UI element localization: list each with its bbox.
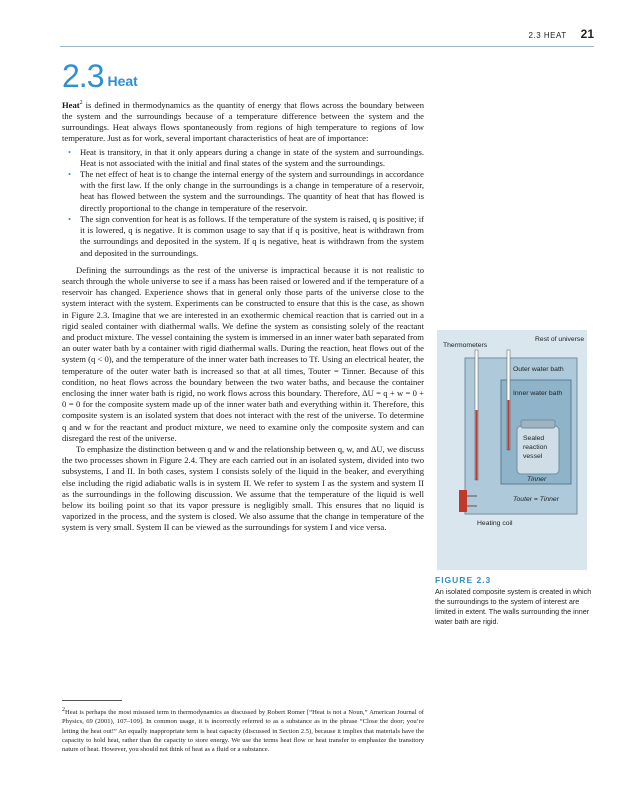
footnote-text: Heat is perhaps the most misused term in thermodynamics as discussed by Robert Romer [“Heat is not a Noun,” American Journal of Physics, 69 (2001), 107–109]. In common usage, it is incorrectly referred to as a substance as in the phrase “Close the door; you’re letting the heat out!” An equally inappropriate term is heat capacity (discussed in Section 2.5), because it implies that materials have the capacity to hold heat, rather than the capacity to store energy. We use the terms heat flow or heat transfer to emphasize the transitory nature of heat. However, you should not think of heat as a fluid or a substance. [62,709,424,753]
paragraph-1: Defining the surroundings as the rest of the universe is impractical because it is not realistic to search through the whole universe to see if a mass has been raised or lowered and if the temperature of a reservoir has changed. Experience shows that in general only those parts of the universe close to the system interact with the system. Experiments can be constructed to ensure that this is the case, as shown in Figure 2.3. Imagine that we are interested in an exothermic chemical reaction that is carried out in a rigid sealed container with diathermal walls. We define the system as consisting solely of the reactant and product mixture. The vessel containing the system is immersed in an inner water bath separated from an outer water bath by a container with rigid diathermal walls. During the reaction, heat flows out of the system (q < 0), and the temperature of the inner water bath increases to Tf. Using an electrical heater, the temperature of the outer water bath is increased so that at all times, Touter = Tinner. Because of this condition, no heat flows across the boundary between the two water baths, and because the container enclosing the inner water bath is rigid, no work flows across this boundary. Therefore, ΔU = q + w = 0 + 0 = 0 for the composite system made up of the inner water bath and everything within it. Therefore, this composite system is an isolated system that does not interact with the rest of the universe. To determine q and w for the reactant and product mixture, we need to examine only the composite system and can disregard the rest of the universe. [62,264,424,443]
label-thermometers: Thermometers [443,342,488,349]
paragraph-2: To emphasize the distinction between q and w and the relationship between q, w, and ΔU, we discuss the two processes shown in Figure 2.4. They are each carried out in an isolated system, divided into two subsystems, I and II. In both cases, system I consists solely of the liquid in the beaker, and everything else including the rigid adiabatic walls is in system II. We refer to system I as the system and system II as the surroundings in the following discussion. We assume that the temperature of the liquid is well below its boiling point so that its vapor pressure is negligibly small. This ensures that no liquid is vaporized in the process, and the system is closed. We also assume that the change in temperature of the system is very small. System II can be viewed as the surroundings for system I and vice versa. [62,443,424,533]
label-rest-of-universe: Rest of universe [535,336,585,343]
footnote-rule [62,700,122,701]
label-reaction: reaction [523,444,548,451]
figure-2-3 [437,330,587,570]
intro-lead: Heat [62,99,80,110]
figure-caption: An isolated composite system is created in which the surroundings to the system of interest are limited in extent. The walls surrounding the inner water bath are rigid. [435,587,592,626]
footnote-number: 2 [62,707,65,713]
intro-block [62,98,424,534]
label-sealed-vessel [523,434,547,461]
label-touter-equals-tinner: Touter = Tinner [513,496,559,503]
list-item: • The net effect of heat is to change the internal energy of the system and surroundings in accordance with the first law. If the only change in the surroundings is a change in temperature of a reservoir, heat has flowed between the system and the surroundings. The quantity of heat that has flowed is directly proportional to the change in temperature of the reservoir. [80,169,424,214]
bullet-list [62,147,424,259]
figure-illustration [437,330,587,570]
section-number: 2.3 [62,58,104,94]
label-outer-water-bath: Outer water bath [513,366,564,373]
running-head-section: 2.3 HEAT [528,31,567,40]
label-inner-water-bath: Inner water bath [513,390,563,397]
list-item: • The sign convention for heat is as follows. If the temperature of the system is raised, q is positive; if it is lowered, q is negative. It is common usage to say that if q is positive, heat is withdrawn from the surroundings and deposited in the system. If q is negative, heat is withdrawn from the system and deposited in the surroundings. [80,214,424,259]
figure-label: FIGURE 2.3 [435,575,492,585]
section-title: Heat [107,73,138,89]
intro-text: is defined in thermodynamics as the quantity of energy that flows across the boundary between the system and the surroundings because of a temperature difference between the system and the surroundings. Heat always flows spontaneously from regions of high temperature to regions of low temperature. Just as for work, several important characteristics of heat are of importance: [62,99,424,144]
footnote-ref: 2 [79,100,83,106]
page-number: 21 [580,27,594,41]
section-heading [62,60,138,92]
label-heating-coil: Heating coil [477,520,513,527]
list-item: • Heat is transitory, in that it only appears during a change in state of the system and surroundings. Heat is not associated with the initial and final states of the system and the surroundings. [80,147,424,169]
footnote [62,706,424,754]
running-head [529,27,594,41]
intro-paragraph [62,98,424,145]
label-tinner: Tinner [527,476,547,483]
header-rule [60,46,594,47]
label-sealed: Sealed [523,435,545,442]
label-vessel: vessel [523,453,543,460]
